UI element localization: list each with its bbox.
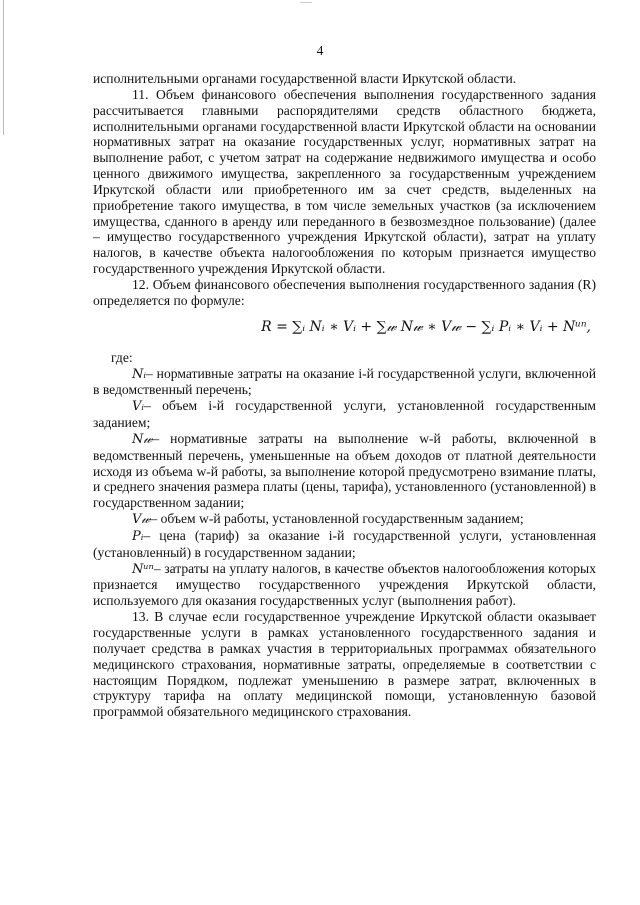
definition-symbol: Pᵢ xyxy=(132,528,144,544)
definition-text: – цена (тариф) за оказание i-й государственной услуги, установленная (установленный) в государственном задании; xyxy=(93,527,596,560)
page-number: 4 xyxy=(316,43,324,58)
definition-symbol: Vᵢ xyxy=(132,399,145,415)
definition-symbol: V𝓌 xyxy=(132,512,151,528)
paragraph-13: 13. В случае если государственное учреждение Иркутской области оказывает государственные услуги в рамках установленного государственного задания и получает средства в рамках участия в территориальных программах обязательного медицинского страхования, нормативные затраты, определяемые в соответствии с настоящим Порядком, подлежат уменьшению в размере затрат, включенных в структуру тарифа на оплату медицинской помощи, установленную базовой программой обязательного медицинского страхования. xyxy=(93,609,596,720)
definition-text: – нормативные затраты на оказание i-й государственной услуги, включенной в ведомственный перечень; xyxy=(93,365,596,398)
definition-n-w xyxy=(93,431,596,511)
definition-v-w xyxy=(93,511,596,528)
formula: R = ∑ᵢ Nᵢ ∗ Vᵢ + ∑𝓌 N𝓌 ∗ V𝓌 − ∑ᵢ Pᵢ ∗ Vᵢ + Nᵘⁿ, xyxy=(261,318,591,335)
document-body xyxy=(93,71,596,720)
scan-edge-mark xyxy=(3,0,4,135)
definition-symbol: Nᵘⁿ xyxy=(132,561,154,577)
definition-text: – объем w-й работы, установленной государственным заданием; xyxy=(150,511,524,527)
scan-top-mark xyxy=(300,2,312,3)
where-label: где: xyxy=(111,349,133,365)
definition-n-un xyxy=(93,561,596,610)
paragraph-11: 11. Объем финансового обеспечения выполнения государственного задания рассчитывается главными распорядителями средств областного бюджета, исполнительными органами государственной власти Иркутской области на основании нормативных затрат на оказание государственных услуг, нормативных затрат на выполнение работ, с учетом затрат на содержание недвижимого имущества и особо ценного движимого имущества, закрепленного за государственным учреждением Иркутской области или приобретенного им за счет средств, выделенных на приобретение такого имущества, в том числе земельных участков (за исключением имущества, сданного в аренду или переданного в безвозмездное пользование) (далее – имущество государственного учреждения Иркутской области), затрат на уплату налогов, в качестве объекта налогообложения по которым признается имущество государственного учреждения Иркутской области. xyxy=(93,86,596,277)
definition-n-i xyxy=(93,366,596,399)
definition-symbol: Nᵢ xyxy=(132,366,146,382)
paragraph-12: 12. Объем финансового обеспечения выполнения государственного задания (R) определяется по формуле: xyxy=(93,276,596,308)
definition-text: – объем i-й государственной услуги, установленной государственным заданием; xyxy=(93,398,596,431)
definition-symbol: N𝓌 xyxy=(132,431,153,447)
definition-p-i xyxy=(93,528,596,561)
definition-text: – затраты на уплату налогов, в качестве объектов налогообложения которых признается имущество государственного учреждения Иркутской области, используемого для оказания государственных услуг (выполнения работ). xyxy=(93,560,596,609)
definition-text: – нормативные затраты на выполнение w-й работы, включенной в ведомственный перечень, уменьшенные на объем доходов от платной деятельности исходя из объема w-й работы, за выполнение которой предусмотрено взимание платы, и среднего значения размера платы (цены, тарифа), установленного (установленной) в государственном задании; xyxy=(93,430,596,511)
paragraph-continuation: исполнительными органами государственной власти Иркутской области. xyxy=(93,71,517,86)
definition-v-i xyxy=(93,398,596,431)
